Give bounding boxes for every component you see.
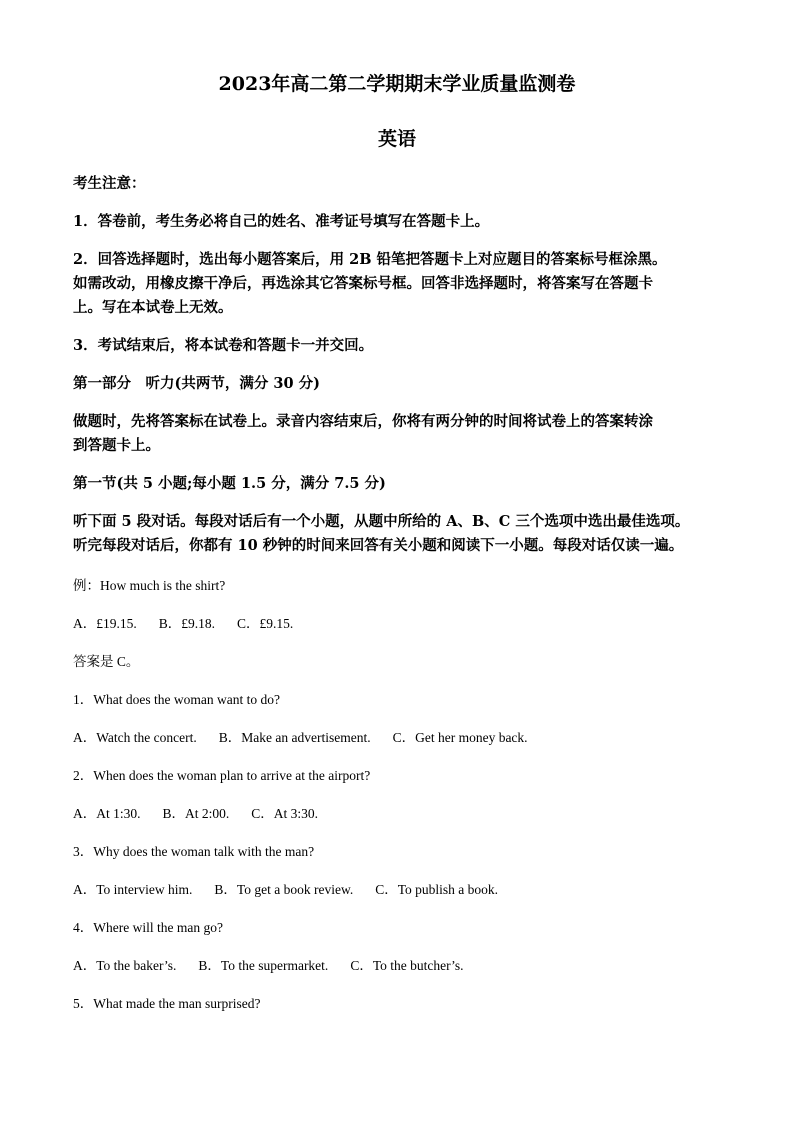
subject-title: 英语 [377,128,416,150]
example-option-a: A．£19.15. [73,616,137,631]
question-1: 1．What does the woman want to do? [73,692,280,707]
example-option-b: B．£9.18. [158,616,216,631]
q2-option-a: A．At 1:30. [73,806,141,821]
question-1-options [73,728,528,748]
q3-option-b: B．To get a book review. [214,882,354,897]
notice-item-2-line-1: 2．回答选择题时，选出每小题答案后，用 2B 铅笔把答题卡上对应题目的答案标号框涂黑。 [73,251,667,268]
section1-instruction-line-2: 听完每段对话后，你都有 10 秒钟的时间来回答有关小题和阅读下一小题。每段对话仅读一遍。 [73,537,684,554]
q2-option-b: B．At 2:00. [162,806,230,821]
part1-intro-line-1: 做题时，先将答案标在试卷上。录音内容结束后，你将有两分钟的时间将试卷上的答案转涂 [73,413,653,430]
part1-heading: 第一部分 听力(共两节，满分 30 分) [73,375,320,392]
part1-intro-line-2: 到答题卡上。 [73,437,160,454]
section1-heading: 第一节(共 5 小题;每小题 1.5 分，满分 7.5 分) [73,475,386,492]
q4-option-b: B．To the supermarket. [198,958,329,973]
question-4-options [73,956,463,976]
question-3-options [73,880,498,900]
notice-item-3: 3．考试结束后，将本试卷和答题卡一并交回。 [73,337,374,354]
section1-instruction-line-1: 听下面 5 段对话。每段对话后有一个小题，从题中所给的 A、B、C 三个选项中选出最佳选项。 [73,513,690,530]
question-2-options [73,804,318,824]
notice-heading: 考生注意： [73,175,146,192]
question-5: 5．What made the man surprised? [73,996,261,1011]
notice-item-1: 1．答卷前，考生务必将自己的姓名、准考证号填写在答题卡上。 [73,213,490,230]
example-answer: 答案是 C。 [73,654,140,669]
q4-option-a: A．To the baker’s. [73,958,177,973]
q4-option-c: C．To the butcher’s. [350,958,464,973]
q3-option-c: C．To publish a book. [375,882,499,897]
question-4: 4．Where will the man go? [73,920,223,935]
q1-option-c: C．Get her money back. [392,730,528,745]
q1-option-b: B．Make an advertisement. [218,730,371,745]
example-option-c: C．£9.15. [237,616,294,631]
notice-item-2-line-2: 如需改动，用橡皮擦干净后，再选涂其它答案标号框。回答非选择题时，将答案写在答题卡 [73,275,653,292]
q1-option-a: A．Watch the concert. [73,730,197,745]
notice-item-2-line-3: 上。写在本试卷上无效。 [73,299,233,316]
question-2: 2．When does the woman plan to arrive at the airport? [73,768,371,783]
exam-title: 2023年高二第二学期期末学业质量监测卷 [218,73,576,95]
example-question: 例：How much is the shirt? [73,578,226,593]
question-3: 3．Why does the woman talk with the man? [73,844,315,859]
example-options [73,614,293,634]
q3-option-a: A．To interview him. [73,882,193,897]
q2-option-c: C．At 3:30. [251,806,319,821]
